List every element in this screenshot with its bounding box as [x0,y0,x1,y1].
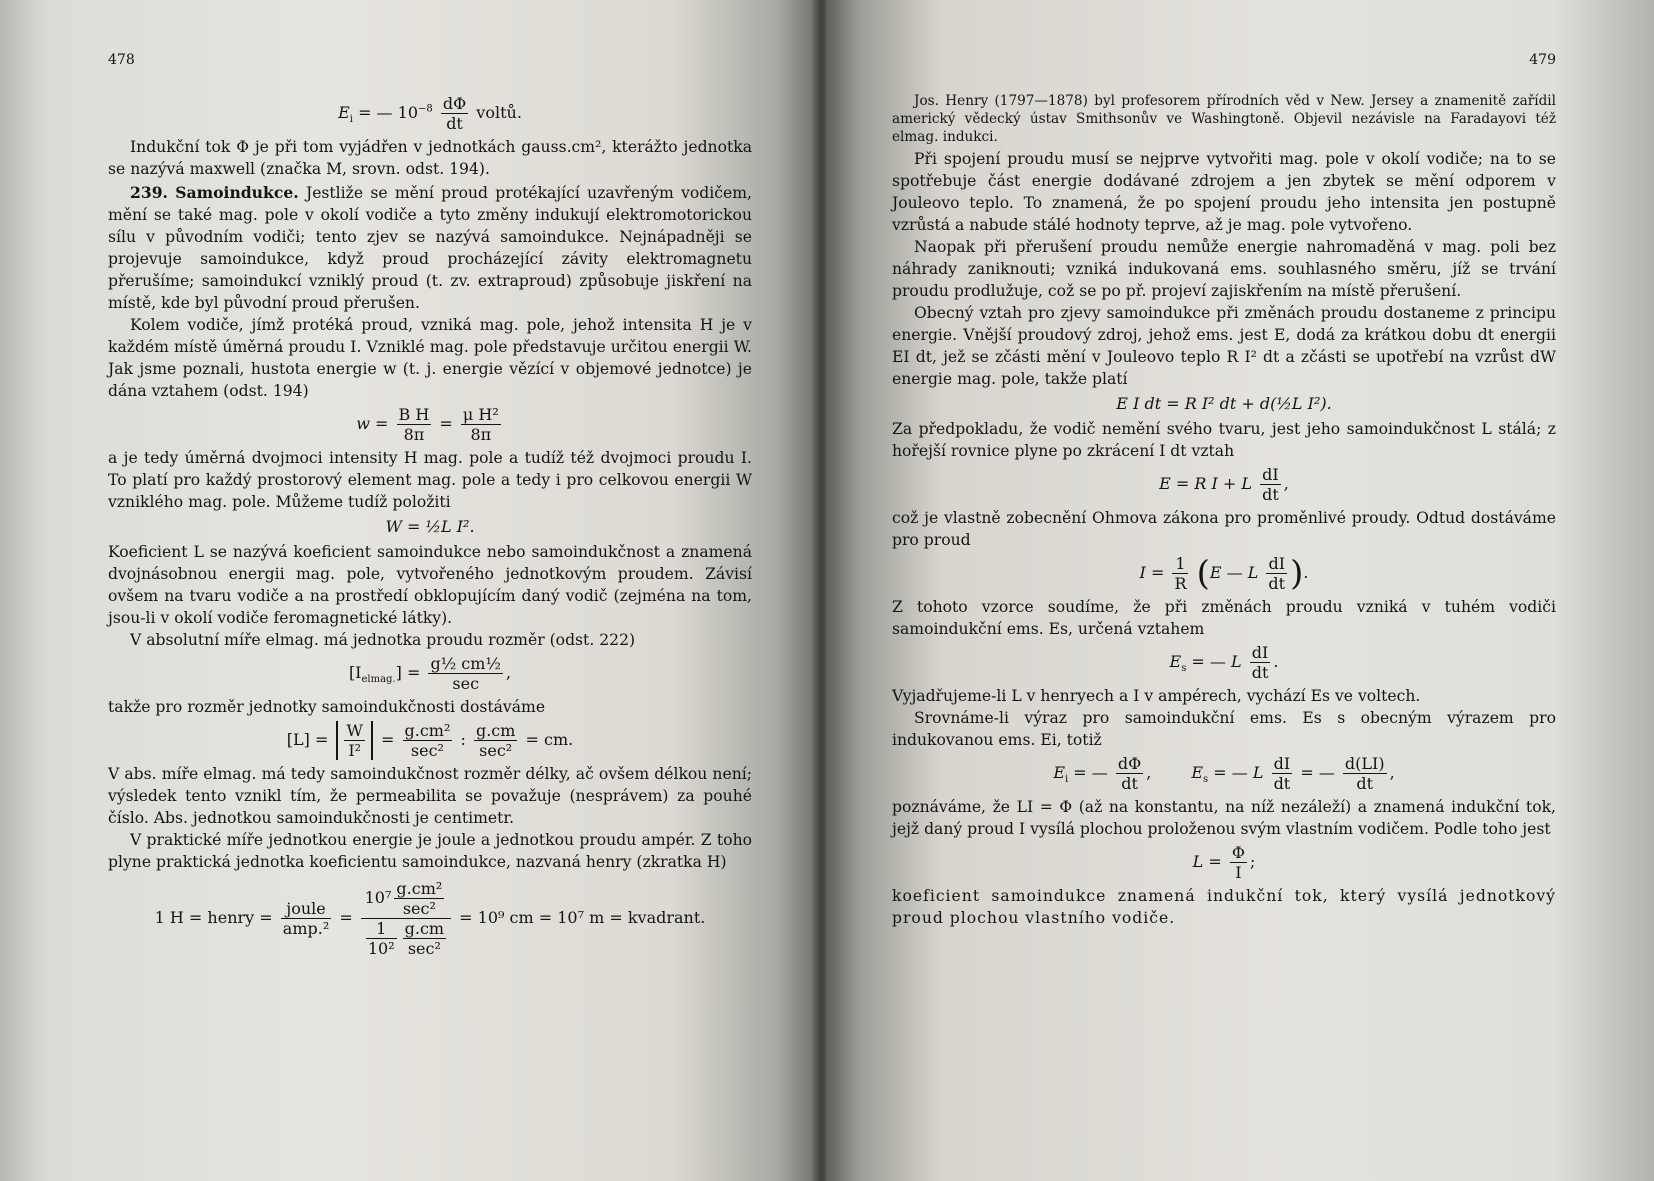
section-239 [108,182,752,314]
section-text: Jestliže se mění proud protékající uzavřeným vodičem, mění se také mag. pole v okolí vodiče a tyto změny indukují elektromotorickou sílu v původním vodiči; tento zjev se nazývá samoindukce. Nejnápadněji se projevuje samoindukce, když proud procházející závity elektromagnetu přerušíme; samoindukcí vzniklý proud (t. zv. extraproud) způsobuje jiskření na místě, kde byl původní proud přerušen. [108,184,752,312]
eq-den: sec² [410,741,444,760]
eq-compound-fraction [361,879,451,958]
eq-lhs-sub: i [1065,774,1069,786]
eq-den: sec [452,674,480,693]
eq-bracket [336,721,372,760]
eq-fraction [394,879,444,918]
paragraph: a je tedy úměrná dvojmoci intensity H mag. pole a tudíž též dvojmoci proudu I. To platí pro každý prostorový element mag. pole a tedy i pro celkovou energii W vzniklého mag. pole. Můžeme tudíž položiti [108,449,752,511]
eq-den: dt [1121,774,1138,793]
equation-inductance [892,843,1556,882]
eq-tail: . [1303,563,1309,582]
eq-fraction [397,405,432,444]
eq-fraction [461,405,501,444]
eq-paren-open: ( [1196,553,1210,594]
eq-tail: , [1146,763,1152,782]
eq-fraction [403,919,446,958]
paragraph: Koeficient L se nazývá koeficient samoindukce nebo samoindukčnost a znamená dvojnásobnou energii mag. pole, vytvořeného jednotkovým proudem. Závisí ovšem na tvaru vodiče a na prostředí obklopujícím daný vodič (zejména na tom, jsou-li v okolí vodiče feromagnetické látky). [108,543,752,627]
equation-energy-density [108,405,752,444]
eq-num: joule [281,899,331,919]
paragraph: což je vlastně zobecnění Ohmova zákona pro proměnlivé proudy. Odtud dostáváme pro proud [892,509,1556,549]
eq-den: dt [1273,774,1291,793]
eq-den: dt [1251,663,1269,682]
eq-lhs: E [1053,763,1065,782]
paragraph: Naopak při přerušení proudu nemůže energie nahromaděná v mag. poli bez náhrady zaniknouti; vzniká indukovaná ems. souhlasného směru, jíž se trvání proudu prodlužuje, což se po př. projeví zajiskřením na místě přerušení. [892,238,1556,300]
eq-den: dt [446,114,463,133]
eq-sign: = [381,730,395,749]
paragraph: Za předpokladu, že vodič nemění svého tvaru, jest jeho samoindukčnost L stálá; z hořejší rovnice plyne po zkrácení I dt vztah [892,420,1556,460]
eq-exp: −8 [418,103,433,115]
eq-lhs-sub: i [349,114,353,126]
eq-den: 8π [470,425,492,444]
eq-lhs: E [1169,652,1182,671]
equation-self-induced-emf [892,643,1556,682]
eq-coef: 10⁷ [364,888,392,907]
eq-part-b [1191,754,1394,793]
eq-fraction [474,721,517,760]
eq-mid: = — [1073,763,1108,782]
eq-tail: , [1283,474,1289,493]
eq-lhs-sub: s [1203,774,1209,786]
paragraph: Při spojení proudu musí se nejprve vytvořiti mag. pole v okolí vodiče; na to se spotřebuje část energie dodávané zdrojem a jen zbytek se mění odporem v Jouleovo teplo. To znamená, že po spojení proudu jeho intensita jen postupně vzrůstá a nabude stálé hodnoty teprve, až je mag. pole vytvořeno. [892,150,1556,234]
eq-fraction [1343,754,1387,793]
paragraph: Z tohoto vzorce soudíme, že při změnách proudu vzniká v tuhém vodiči samoindukční ems. Es, určená vztahem [892,598,1556,638]
eq-sign: = [439,414,453,433]
eq-unit: voltů. [476,103,522,122]
eq-fraction [1260,465,1281,504]
paragraph-conclusion: koeficient samoindukce znamená indukční tok, který vysílá jednotkový proud plochou vlastního vodiče. [892,887,1556,927]
eq-paren-close: ) [1290,553,1304,594]
eq-fraction [1230,843,1247,882]
page-number-right: 479 [1529,52,1556,68]
eq-den: dt [1268,574,1286,593]
section-title: Samoindukce. [175,183,299,202]
paragraph: V absolutní míře elmag. má jednotka proudu rozměr (odst. 222) [130,631,636,649]
eq-fraction [441,94,468,133]
eq-inner: E — L [1209,563,1259,582]
eq-num: W [346,721,363,740]
eq-fraction [1116,754,1143,793]
eq-lhs: E [1191,763,1204,782]
paragraph: Srovnáme-li výraz pro samoindukční ems. Es s obecným výrazem pro indukovanou ems. Ei, totiž [892,709,1556,749]
left-page [0,0,818,1181]
eq-fraction [1272,754,1293,793]
paragraph: Kolem vodiče, jímž protéká proud, vzniká mag. pole, jehož intensita H je v každém místě úměrná proudu I. Vzniklé mag. pole představuje určitou energii W. Jak jsme poznali, hustota energie w (t. j. energie vězící v objemové jednotce) je dána vztahem (odst. 194) [108,316,752,400]
eq-num: dI [1272,754,1293,774]
eq-tail: , [1389,763,1395,782]
eq-lhs: E [338,103,350,122]
footnote-henry: Jos. Henry (1797—1878) byl profesorem přírodních věd v New. Jersey a znamenitě zařídil americký vědecký ústav Smithsonův ve Washingtoně. Objevil nezávisle na Faradayovi též elmag. indukci. [892,93,1556,145]
eq-num: g.cm [475,721,516,740]
eq-num: g½ cm½ [430,654,501,673]
eq-num: dI [1266,554,1287,574]
paragraph: Vyjadřujeme-li L v henryech a I v ampérech, vychází Es ve voltech. [892,687,1421,705]
eq-num: 1 [1172,554,1188,574]
eq-mid: = — L [1191,652,1242,671]
eq-tail: = 10⁹ cm = 10⁷ m = kvadrant. [459,908,706,927]
paragraph: V abs. míře elmag. má tedy samoindukčnost rozměr délky, ač ovšem délkou není; výsledek tento vznikl tím, že permeabilita se považuje (nesprávem) za pouhé číslo. Abs. jednotkou samoindukčnosti je centimetr. [108,765,752,827]
eq-den: I [1235,863,1242,882]
eq-fraction [1250,643,1271,682]
equation-inductance-dimension [108,721,752,760]
eq-num: dΦ [442,94,467,113]
equation-current-dimension [108,654,752,693]
paragraph: poznáváme, že LI = Φ (až na konstantu, na níž nezáleží) a znamená indukční tok, jejž daný proud I vysílá plochou proloženou svým vlastním vodičem. Podle toho jest [892,798,1556,838]
eq-den: sec² [479,741,513,760]
equation-induced-emf [108,94,752,133]
paragraph: V praktické míře jednotkou energie je joule a jednotkou proudu ampér. Z toho plyne praktická jednotka koeficientu samoindukce, nazvaná henry (zkratka H) [108,831,752,871]
eq-den: sec² [402,899,436,918]
eq-mid: = — L [1213,763,1264,782]
paragraph: Indukční tok Φ je při tom vyjádřen v jednotkách gauss.cm², kterážto jednotka se nazývá maxwell (značka M, srovn. odst. 194). [108,138,752,178]
eq-sign: = [339,908,353,927]
eq-lhs: [I [348,663,362,682]
eq-den: 8π [403,425,425,444]
eq-den: sec² [407,939,441,958]
eq-den: R [1174,574,1187,593]
eq-num: d(LI) [1344,754,1385,773]
eq-den: dt [1356,774,1374,793]
eq-den: 10² [367,939,395,958]
equation-generalized-ohm [892,465,1556,504]
equation-compare-emf [892,754,1556,793]
eq-compound-bottom [361,919,451,958]
eq-fraction [366,919,397,958]
eq-lhs: 1 H = henry = [154,908,273,927]
eq-num: 1 [366,919,397,939]
paragraph: Obecný vztah pro zjevy samoindukce při změnách proudu dostaneme z principu energie. Vnější proudový zdroj, jehož ems. jest E, dodá za krátkou dobu dt energii EI dt, jež se zčásti mění v Jouleovo teplo R I² dt a zčásti se upotřebí na vzrůst dW energie mag. pole, takže platí [892,304,1556,388]
eq-fraction [403,721,453,760]
equation-energy-balance: E I dt = R I² dt + d(½L I²). [1116,394,1332,413]
eq-compound-top [361,879,451,919]
eq-num: μ H² [462,405,499,424]
eq-num: Φ [1231,843,1245,862]
eq-tail: . [1273,652,1279,671]
eq-num: dI [1260,465,1281,485]
eq-num: dI [1250,643,1271,663]
eq-num: B H [398,405,430,424]
eq-lhs: E = R I + L [1159,474,1253,493]
right-page [826,0,1654,1181]
eq-den: I² [348,741,362,760]
eq-fraction [281,899,331,938]
paragraph: takže pro rozměr jednotky samoindukčnosti dostáváme [108,698,546,716]
eq-lhs-sub: elmag. [361,674,396,686]
equation-current [892,554,1556,593]
eq-fraction [1266,554,1287,593]
eq-den: amp.² [282,919,330,938]
eq-fraction [344,721,364,760]
eq-part-a [1053,754,1151,793]
eq-lhs: [L] = [286,730,329,749]
eq-num: g.cm [404,919,445,938]
section-number: 239. [130,183,168,202]
eq-lhs-sub: s [1181,663,1187,675]
eq-fraction [428,654,502,693]
eq-mid: = — 10 [358,103,418,122]
page-number-left: 478 [108,52,135,68]
equation-henry [108,879,752,958]
eq-den: dt [1262,485,1279,504]
equation-total-energy: W = ½L I². [385,517,475,536]
eq-num: dΦ [1117,754,1142,773]
eq-tail: ; [1249,852,1256,871]
eq-sign: = — [1300,763,1335,782]
eq-lhs: I = [1139,563,1165,582]
eq-fraction [1172,554,1188,593]
eq-lhs-end: ] = [395,663,421,682]
eq-num: g.cm² [396,879,443,898]
eq-colon: : [460,730,466,749]
eq-lhs: L = [1192,852,1222,871]
eq-tail: = cm. [525,730,574,749]
eq-num: g.cm² [404,721,451,740]
eq-tail: , [505,663,512,682]
eq-lhs: w = [356,414,389,433]
